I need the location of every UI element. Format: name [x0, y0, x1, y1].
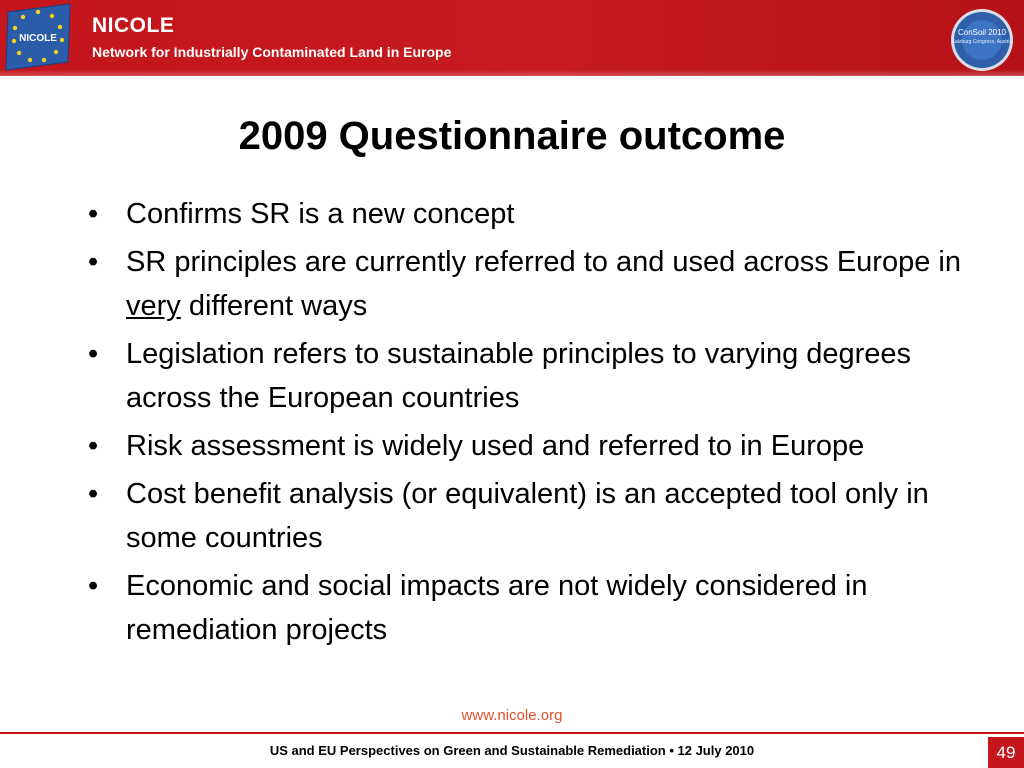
- brand-name: NICOLE: [92, 14, 175, 37]
- bullet-text: Confirms SR is a new concept: [126, 198, 515, 230]
- list-item: [88, 240, 968, 328]
- bullet-icon: •: [88, 478, 99, 510]
- bullet-icon: •: [88, 338, 99, 370]
- svg-text:NICOLE: NICOLE: [19, 33, 57, 44]
- bullet-text: Legislation refers to sustainable principles to varying degrees across the European countries: [126, 338, 912, 414]
- consoil-badge-subtitle: Salzburg Congress, Austria: [951, 39, 1013, 45]
- bullet-text: Economic and social impacts are not widely considered in remediation projects: [126, 570, 868, 646]
- header-bar: [0, 0, 1024, 76]
- footer-caption: US and EU Perspectives on Green and Sustainable Remediation • 12 July 2010: [269, 743, 755, 758]
- bullet-text: Cost benefit analysis (or equivalent) is an accepted tool only in some countries: [126, 478, 929, 554]
- bullet-list: [88, 192, 968, 656]
- list-item: [88, 332, 968, 420]
- bullet-text: SR principles are currently referred to and used across Europe in: [126, 246, 961, 278]
- slide-title: 2009 Questionnaire outcome: [238, 114, 786, 158]
- page-number: 49: [988, 737, 1024, 768]
- list-item: [88, 192, 968, 236]
- bullet-text-continued: different ways: [180, 290, 368, 322]
- bullet-icon: •: [88, 570, 99, 602]
- bullet-text: Risk assessment is widely used and referred to in Europe: [126, 430, 865, 462]
- bullet-icon: •: [88, 430, 99, 462]
- nicole-logo: [2, 2, 74, 72]
- emphasis-text: very: [126, 290, 181, 322]
- bullet-icon: •: [88, 198, 99, 230]
- list-item: [88, 424, 968, 468]
- list-item: [88, 564, 968, 652]
- footer-url-link[interactable]: www.nicole.org: [461, 707, 563, 724]
- consoil-badge-title: ConSoil 2010: [957, 28, 1007, 37]
- brand-subtitle: Network for Industrially Contaminated Land in Europe: [92, 44, 452, 60]
- list-item: [88, 472, 968, 560]
- bullet-icon: •: [88, 246, 99, 278]
- footer-divider: [0, 732, 1024, 734]
